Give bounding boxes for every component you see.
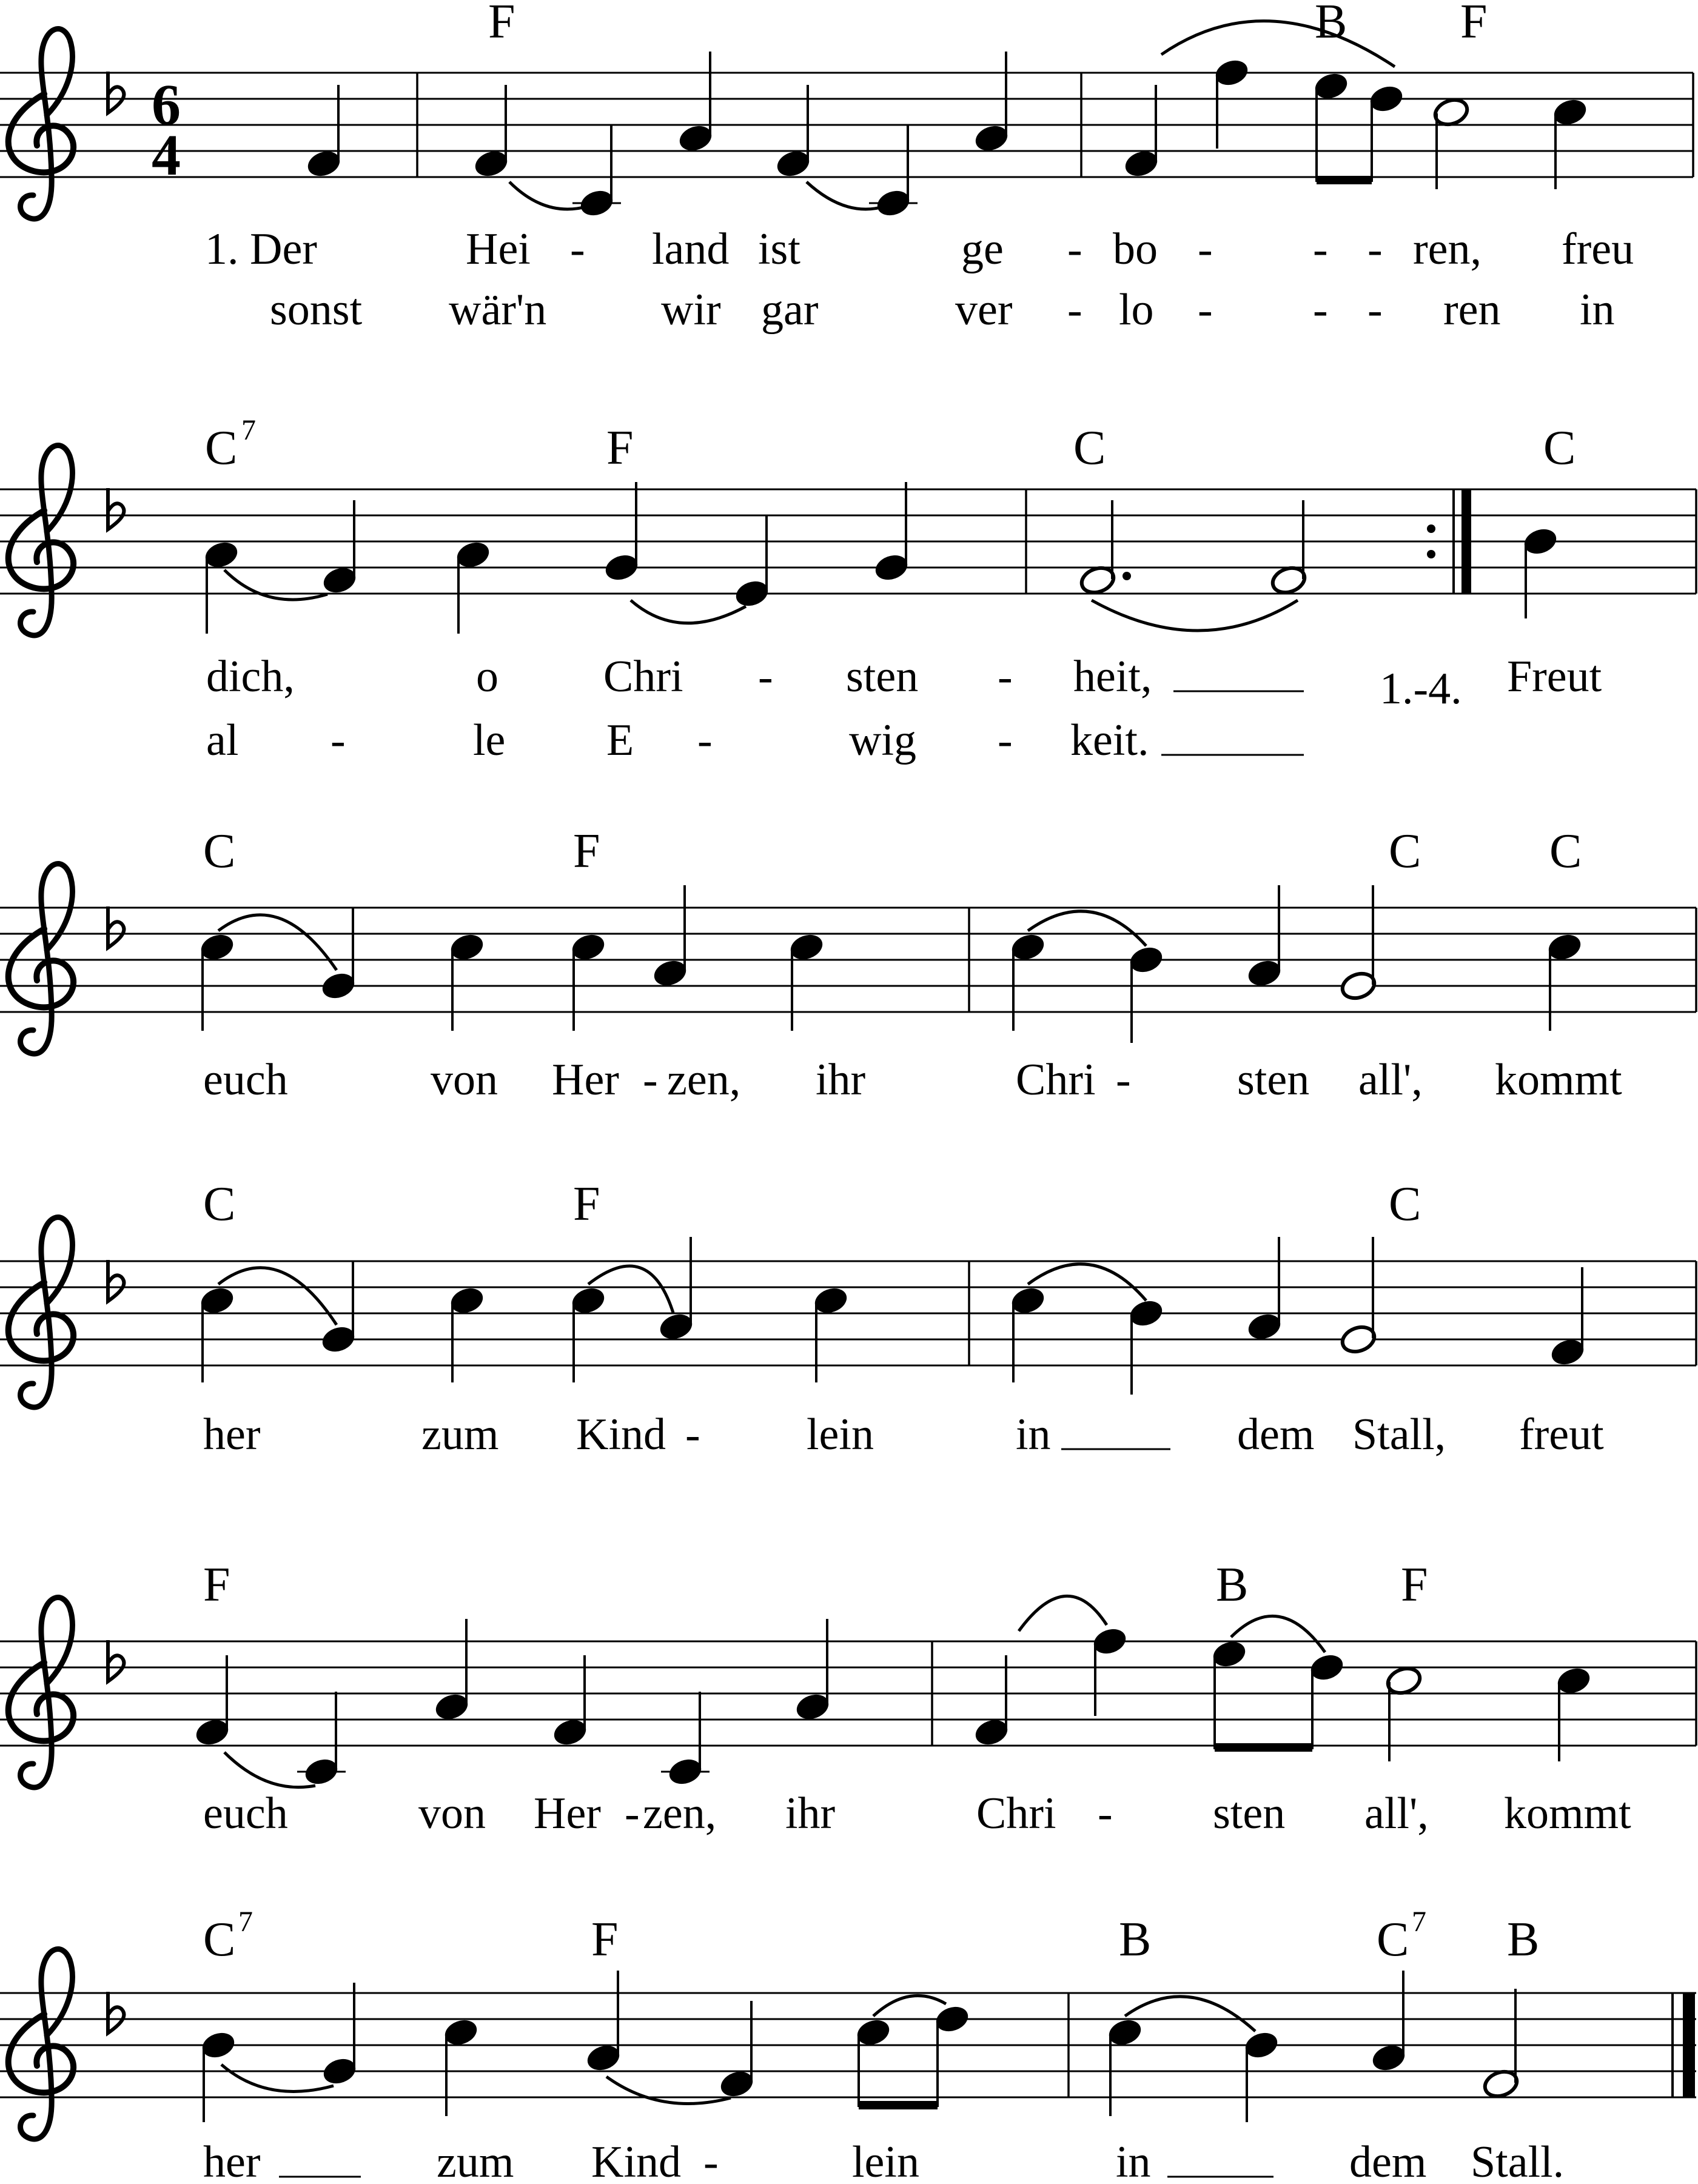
staff-4 — [0, 1261, 1696, 1365]
flat-icon — [108, 1992, 124, 2033]
lyric-syllable: Her — [552, 1055, 619, 1105]
time-signature-bottom: 4 — [152, 122, 181, 187]
flat-icon — [108, 1640, 124, 1681]
lyric-syllable: euch — [203, 1789, 288, 1838]
system-3 — [0, 825, 1696, 1105]
lyric-syllable: ge — [961, 224, 1004, 274]
lyric-syllable: all', — [1364, 1789, 1429, 1838]
system-6 — [0, 1906, 1696, 2184]
lyric-syllable: al — [206, 715, 239, 765]
lyrics-verse1-system-1 — [205, 224, 1634, 274]
chord-symbol: B — [1119, 1913, 1152, 1966]
treble-clef-icon — [8, 1218, 73, 1407]
chord-symbol: C — [203, 1177, 236, 1231]
lyric-syllable: ver — [955, 285, 1013, 335]
lyric-syllable: lein — [852, 2137, 919, 2184]
flat-icon — [108, 72, 124, 113]
chord-symbol: B — [1315, 0, 1347, 49]
chord-symbol: C — [203, 825, 236, 878]
lyric-syllable: ihr — [816, 1055, 866, 1105]
lyrics-verse2-system-2 — [206, 715, 1304, 765]
lyric-syllable: heit, — [1073, 652, 1152, 702]
chords-system-5 — [203, 1558, 1428, 1612]
lyric-syllable: E — [606, 715, 634, 765]
lyrics-verse1-system-4 — [203, 1410, 1604, 1459]
chords-system-6 — [203, 1906, 1539, 1966]
chord-superscript: 7 — [1412, 1906, 1426, 1938]
lyric-syllable: o — [476, 652, 498, 702]
chord-symbol: F — [488, 0, 515, 49]
lyric-syllable: ist — [758, 224, 800, 274]
chord-symbol: F — [573, 825, 600, 878]
lyric-syllable: wär'n — [449, 285, 547, 335]
time-signature-top: 6 — [152, 72, 181, 137]
lyric-hyphen: - — [1313, 285, 1328, 335]
chord-symbol: C — [203, 1913, 236, 1966]
lyric-syllable: in — [1116, 2137, 1151, 2184]
flat-icon — [108, 1260, 124, 1301]
lyric-syllable: ihr — [785, 1789, 836, 1838]
lyric-hyphen: - — [1367, 224, 1383, 274]
treble-clef-icon — [8, 1949, 73, 2139]
lyric-syllable: her — [203, 1410, 261, 1459]
staff-6 — [0, 1993, 1696, 2097]
lyric-syllable: lo — [1119, 285, 1154, 335]
lyric-hyphen: - — [1116, 1055, 1131, 1105]
lyric-hyphen: - — [570, 224, 585, 274]
lyric-syllable: sten — [1237, 1055, 1310, 1105]
lyric-syllable: in — [1016, 1410, 1051, 1459]
lyric-hyphen: - — [1098, 1789, 1113, 1838]
lyric-hyphen: - — [1313, 224, 1328, 274]
notes-system-1 — [304, 21, 1589, 219]
chord-superscript: 7 — [241, 414, 256, 446]
lyric-syllable: zen, — [667, 1055, 741, 1105]
treble-clef-icon — [8, 1598, 73, 1787]
lyric-syllable: Chri — [976, 1789, 1056, 1838]
lyrics-verse1-system-6 — [203, 2137, 1564, 2184]
lyric-syllable: Her — [534, 1789, 601, 1838]
lyric-syllable: Stall, — [1352, 1410, 1446, 1459]
lyric-hyphen: - — [643, 1055, 658, 1105]
lyric-hyphen: - — [1198, 285, 1213, 335]
treble-clef-icon — [8, 864, 73, 1054]
lyric-syllable: dem — [1237, 1410, 1315, 1459]
chord-symbol: B — [1507, 1913, 1540, 1966]
lyric-hyphen: - — [625, 1789, 640, 1838]
chord-symbol: F — [606, 421, 634, 475]
lyric-syllable: keit. — [1070, 715, 1149, 765]
lyric-syllable: 1. Der — [205, 224, 317, 274]
staff-5 — [0, 1641, 1696, 1746]
volta-label: 1.-4. — [1380, 664, 1462, 714]
notes-system-2 — [202, 482, 1560, 634]
lyric-hyphen: - — [1198, 224, 1213, 274]
staff-2 — [0, 489, 1696, 594]
chord-symbol: C — [1073, 421, 1106, 475]
lyric-syllable: sten — [846, 652, 919, 702]
system-4 — [0, 1177, 1696, 1459]
system-5 — [0, 1558, 1696, 1838]
chord-symbol: F — [1460, 0, 1488, 49]
notes-system-3 — [198, 885, 1584, 1043]
chord-symbol: F — [203, 1558, 230, 1612]
lyrics-verse1-system-3 — [203, 1055, 1622, 1105]
system-1 — [0, 0, 1693, 335]
lyric-syllable: zen, — [643, 1789, 717, 1838]
chord-symbol: C — [1389, 825, 1421, 878]
lyric-syllable: zum — [421, 1410, 499, 1459]
lyric-syllable: lein — [807, 1410, 874, 1459]
lyric-syllable: Chri — [603, 652, 683, 702]
staff-1 — [0, 73, 1693, 177]
lyric-syllable: freu — [1562, 224, 1634, 274]
notes-system-5 — [193, 1596, 1593, 1788]
chord-superscript: 7 — [238, 1906, 253, 1938]
chord-symbol: C — [205, 421, 238, 475]
lyric-syllable: von — [431, 1055, 498, 1105]
lyric-syllable: zum — [437, 2137, 514, 2184]
lyric-syllable: ren — [1443, 285, 1501, 335]
lyric-syllable: dich, — [206, 652, 295, 702]
chord-symbol: C — [1543, 421, 1576, 475]
lyric-syllable: von — [418, 1789, 486, 1838]
chords-system-4 — [203, 1177, 1421, 1231]
lyric-syllable: freut — [1519, 1410, 1604, 1459]
chord-symbol: C — [1377, 1913, 1409, 1966]
lyric-syllable: wig — [849, 715, 916, 765]
lyric-syllable: euch — [203, 1055, 288, 1105]
lyric-syllable: Chri — [1016, 1055, 1096, 1105]
lyric-syllable: ren, — [1413, 224, 1482, 274]
chord-symbol: B — [1216, 1558, 1249, 1612]
chord-symbol: F — [573, 1177, 600, 1231]
chord-symbol: C — [1389, 1177, 1421, 1231]
chords-system-3 — [203, 825, 1582, 878]
lyric-syllable: kommt — [1495, 1055, 1622, 1105]
lyric-syllable: Hei — [466, 224, 531, 274]
lyric-hyphen: - — [998, 715, 1013, 765]
lyric-syllable: sonst — [270, 285, 363, 335]
lyric-hyphen: - — [998, 652, 1013, 702]
system-2 — [0, 414, 1696, 765]
lyric-syllable: kommt — [1504, 1789, 1631, 1838]
lyric-hyphen: - — [1067, 224, 1082, 274]
lyric-hyphen: - — [685, 1410, 700, 1459]
lyric-syllable: le — [473, 715, 506, 765]
lyric-hyphen: - — [703, 2137, 719, 2184]
lyric-hyphen: - — [758, 652, 773, 702]
treble-clef-icon — [8, 29, 73, 219]
lyric-syllable: in — [1580, 285, 1615, 335]
lyrics-verse2-system-1 — [270, 285, 1615, 335]
staff-3 — [0, 908, 1696, 1012]
treble-clef-icon — [8, 446, 73, 635]
lyric-syllable: Kind — [591, 2137, 681, 2184]
lyric-syllable: Stall. — [1471, 2137, 1565, 2184]
lyric-hyphen: - — [331, 715, 346, 765]
lyric-syllable: Kind — [576, 1410, 666, 1459]
chord-symbol: F — [591, 1913, 619, 1966]
lyric-syllable: Freut — [1507, 652, 1602, 702]
flat-icon — [108, 488, 124, 529]
chord-symbol: F — [1401, 1558, 1428, 1612]
lyric-syllable: dem — [1349, 2137, 1427, 2184]
lyric-syllable: sten — [1213, 1789, 1286, 1838]
lyric-syllable: her — [203, 2137, 261, 2184]
lyric-syllable: all', — [1358, 1055, 1423, 1105]
chord-symbol: C — [1549, 825, 1582, 878]
lyric-syllable: gar — [761, 285, 819, 335]
lyric-syllable: bo — [1113, 224, 1158, 274]
lyric-hyphen: - — [1067, 285, 1082, 335]
lyric-syllable: wir — [661, 285, 721, 335]
flat-icon — [108, 906, 124, 948]
lyric-hyphen: - — [1367, 285, 1383, 335]
lyric-hyphen: - — [697, 715, 713, 765]
lyrics-verse1-system-5 — [203, 1789, 1631, 1838]
lyric-syllable: land — [652, 224, 730, 274]
chords-system-2 — [205, 414, 1576, 475]
